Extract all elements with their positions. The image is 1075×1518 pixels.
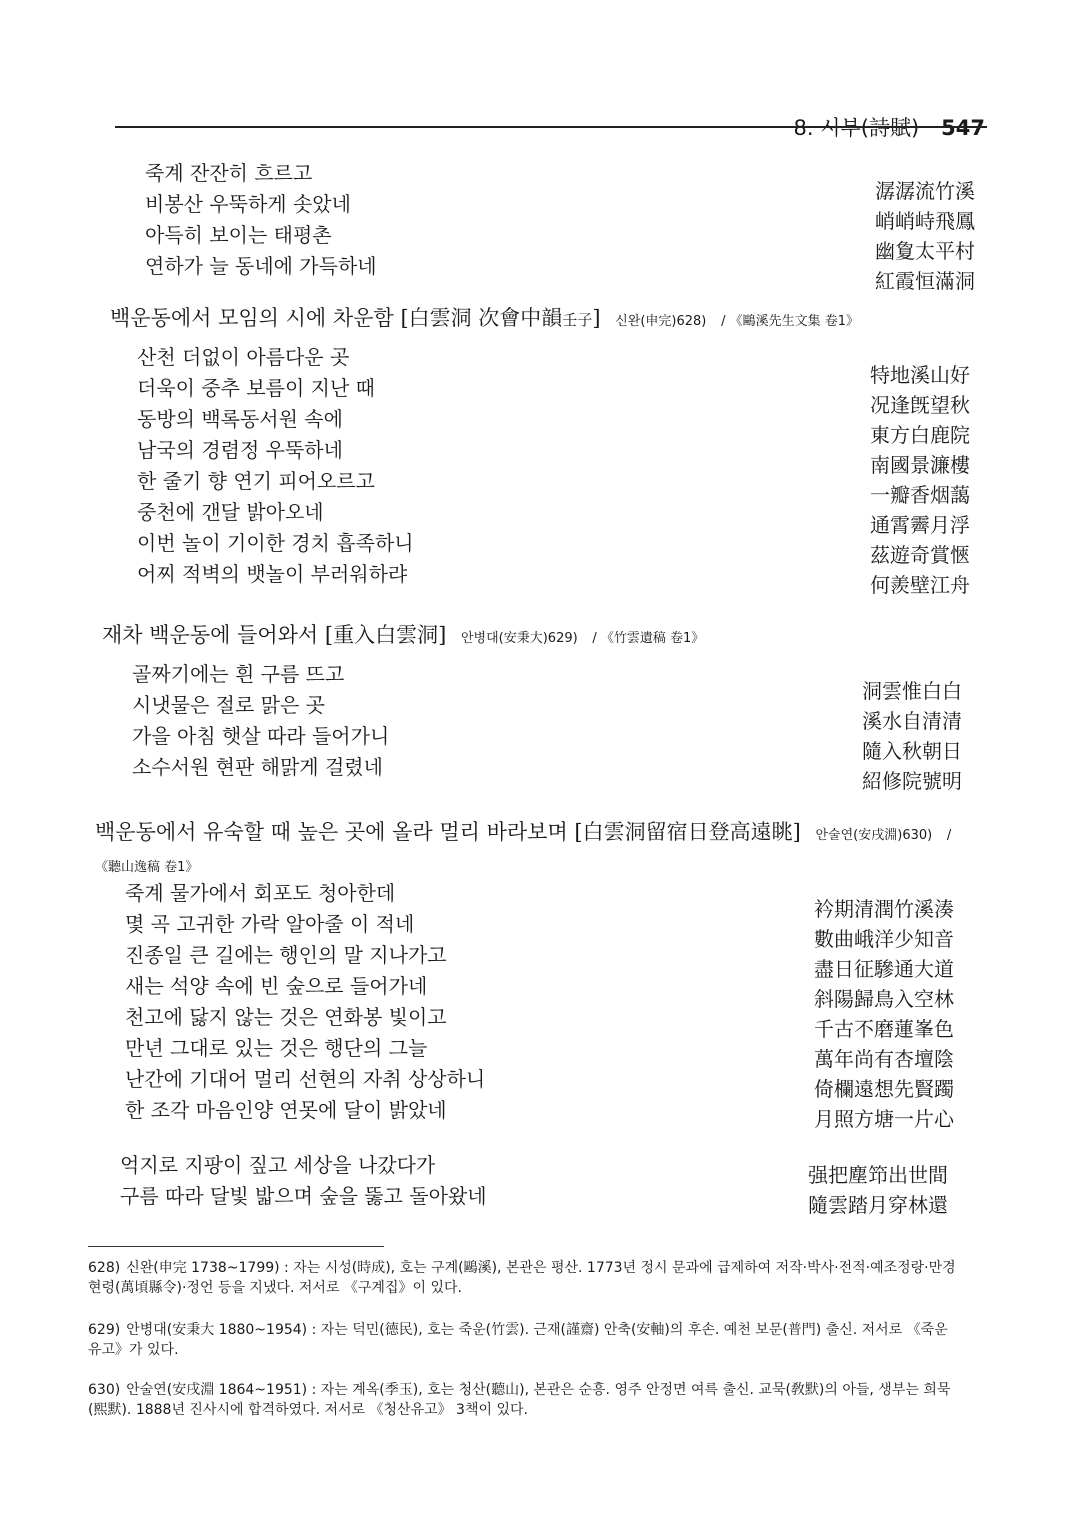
verse-line: 가을 아침 햇살 따라 들어가니 [132, 724, 390, 748]
section-title: 8. 시부(詩賦) [793, 116, 920, 140]
title-year: 壬子 [562, 311, 593, 329]
title-hanja: [白雲洞留宿日登高遠眺] [574, 820, 801, 844]
footnote-text: 안술연(安戌淵 1864~1951) : 자는 계옥(季玉), 호는 청산(聽山), 본관은 순흥. 영주 안정면 여륵 출신. 교묵(敎默)의 아들, 생부는 희묵(熙默). 1888년 진사시에 합격하였다. 저서로 《청산유고》 3책이 있다. [88, 1382, 951, 1418]
verse-line: 죽계 잔잔히 흐르고 [145, 161, 313, 185]
verse-line: 연하가 늘 동네에 가득하네 [145, 254, 377, 278]
poem1-korean [137, 342, 414, 590]
hanja-line: 萬年尚有杏壇陰 [814, 1047, 954, 1071]
hanja-line: 峭峭峙飛鳳 [875, 209, 975, 233]
poem3-korean-coda [120, 1150, 487, 1212]
verse-line: 산천 더없이 아름다운 곳 [137, 345, 350, 369]
title-hanja: [白雲洞 次會中韻 [400, 306, 563, 330]
author: 신완(申完)628) [615, 314, 707, 329]
verse-line: 억지로 지팡이 짚고 세상을 나갔다가 [120, 1153, 436, 1177]
footnote-text: 안병대(安秉大 1880~1954) : 자는 덕민(德民), 호는 죽운(竹雲). 근재(謹齋) 안축(安軸)의 후손. 예천 보문(普門) 출신. 저서로 《죽운유고》가 있다. [88, 1322, 948, 1358]
hanja-line: 况逢旣望秋 [870, 393, 970, 417]
verse-line: 소수서원 현판 해맑게 걸렸네 [132, 755, 383, 779]
hanja-line: 紹修院號明 [862, 769, 962, 793]
verse-line: 새는 석양 속에 빈 숲으로 들어가네 [125, 974, 428, 998]
page-number: 547 [941, 116, 985, 140]
poem2-title [102, 621, 704, 653]
footnote-number: 629) [88, 1322, 121, 1338]
verse-line: 시냇물은 절로 맑은 곳 [132, 693, 325, 717]
footnote-rule [88, 1246, 384, 1247]
verse-line: 난간에 기대어 멀리 선현의 자취 상상하니 [125, 1067, 486, 1091]
poem0-korean [145, 158, 377, 282]
hanja-line: 數曲峨洋少知音 [814, 927, 954, 951]
hanja-line: 東方白鹿院 [870, 423, 970, 447]
verse-line: 중천에 갠달 밝아오네 [137, 500, 324, 524]
hanja-line: 潺潺流竹溪 [875, 179, 975, 203]
hanja-line: 南國景濂樓 [870, 453, 970, 477]
hanja-line: 紅霞恒滿洞 [875, 269, 975, 293]
source-book: / 《竹雲遺稿 卷1》 [592, 631, 705, 646]
poem3-title [95, 818, 975, 882]
poem3-hanja-coda [808, 1160, 948, 1220]
poem2-korean [132, 659, 389, 783]
footnote-629 [88, 1320, 958, 1360]
verse-line: 골짜기에는 흰 구름 뜨고 [132, 662, 345, 686]
verse-line: 이번 놀이 기이한 경치 흡족하니 [137, 531, 414, 555]
title-korean: 재차 백운동에 들어와서 [102, 623, 319, 647]
hanja-line: 幽夐太平村 [875, 239, 975, 263]
hanja-line: 特地溪山好 [870, 363, 970, 387]
footnote-630 [88, 1380, 958, 1420]
footnote-text: 신완(申完 1738~1799) : 자는 시성(時成), 호는 구계(鷗溪), 본관은 평산. 1773년 정시 문과에 급제하여 저작·박사·전적·예조정랑·만경현령(萬頃縣令)·정언 등을 지냈다. 저서로 《구계집》이 있다. [88, 1260, 956, 1296]
hanja-line: 茲遊奇賞愜 [870, 543, 970, 567]
hanja-line: 一瓣香烟藹 [870, 483, 970, 507]
hanja-line: 月照方塘一片心 [814, 1107, 954, 1131]
title-korean: 백운동에서 유숙할 때 높은 곳에 올라 멀리 바라보며 [95, 820, 568, 844]
verse-line: 구름 따라 달빛 밟으며 숲을 뚫고 돌아왔네 [120, 1184, 487, 1208]
poem1-title [110, 304, 859, 336]
author: 안병대(安秉大)629) [460, 631, 578, 646]
author: 안술연(安戌淵)630) [815, 828, 933, 843]
title-close: ] [592, 306, 601, 330]
hanja-line: 强把塵笻出世間 [808, 1163, 948, 1187]
poem2-hanja [862, 676, 962, 796]
hanja-line: 衿期清潤竹溪湊 [814, 897, 954, 921]
hanja-line: 通霄霽月浮 [870, 513, 970, 537]
footnote-628 [88, 1258, 958, 1298]
verse-line: 천고에 닳지 않는 것은 연화봉 빛이고 [125, 1005, 447, 1029]
verse-line: 아득히 보이는 태평촌 [145, 223, 332, 247]
footnote-number: 628) [88, 1260, 121, 1276]
hanja-line: 倚欄遠想先賢躅 [814, 1077, 954, 1101]
verse-line: 남국의 경렴정 우뚝하네 [137, 438, 343, 462]
verse-line: 한 줄기 향 연기 피어오르고 [137, 469, 375, 493]
hanja-line: 盡日征驂通大道 [814, 957, 954, 981]
verse-line: 죽계 물가에서 회포도 청아한데 [125, 881, 396, 905]
header-rule [115, 126, 987, 128]
poem1-hanja [870, 360, 970, 600]
verse-line: 몇 곡 고귀한 가락 알아줄 이 적네 [125, 912, 415, 936]
hanja-line: 斜陽歸鳥入空林 [814, 987, 954, 1011]
hanja-line: 洞雲惟白白 [862, 679, 962, 703]
verse-line: 더욱이 중추 보름이 지난 때 [137, 376, 375, 400]
verse-line: 진종일 큰 길에는 행인의 말 지나가고 [125, 943, 447, 967]
verse-line: 동방의 백록동서원 속에 [137, 407, 343, 431]
hanja-line: 隨雲踏月穿林還 [808, 1193, 948, 1217]
hanja-line: 何羨壁江舟 [870, 573, 970, 597]
title-hanja: [重入白雲洞] [324, 623, 447, 647]
verse-line: 한 조각 마음인양 연못에 달이 밝았네 [125, 1098, 447, 1122]
source-book: / 《聽山逸稿 卷1》 [95, 828, 952, 875]
footnote-number: 630) [88, 1382, 121, 1398]
verse-line: 비봉산 우뚝하게 솟았네 [145, 192, 351, 216]
title-korean: 백운동에서 모임의 시에 차운함 [110, 306, 394, 330]
verse-line: 만년 그대로 있는 것은 행단의 그늘 [125, 1036, 428, 1060]
poem3-korean [125, 878, 485, 1126]
hanja-line: 溪水自清清 [862, 709, 962, 733]
hanja-line: 隨入秋朝日 [862, 739, 962, 763]
poem0-hanja [875, 176, 975, 296]
poem3-hanja [814, 894, 954, 1134]
verse-line: 어찌 적벽의 뱃놀이 부러워하랴 [137, 562, 408, 586]
source-book: / 《鷗溪先生文集 卷1》 [721, 314, 859, 329]
hanja-line: 千古不磨蓮峯色 [814, 1017, 954, 1041]
